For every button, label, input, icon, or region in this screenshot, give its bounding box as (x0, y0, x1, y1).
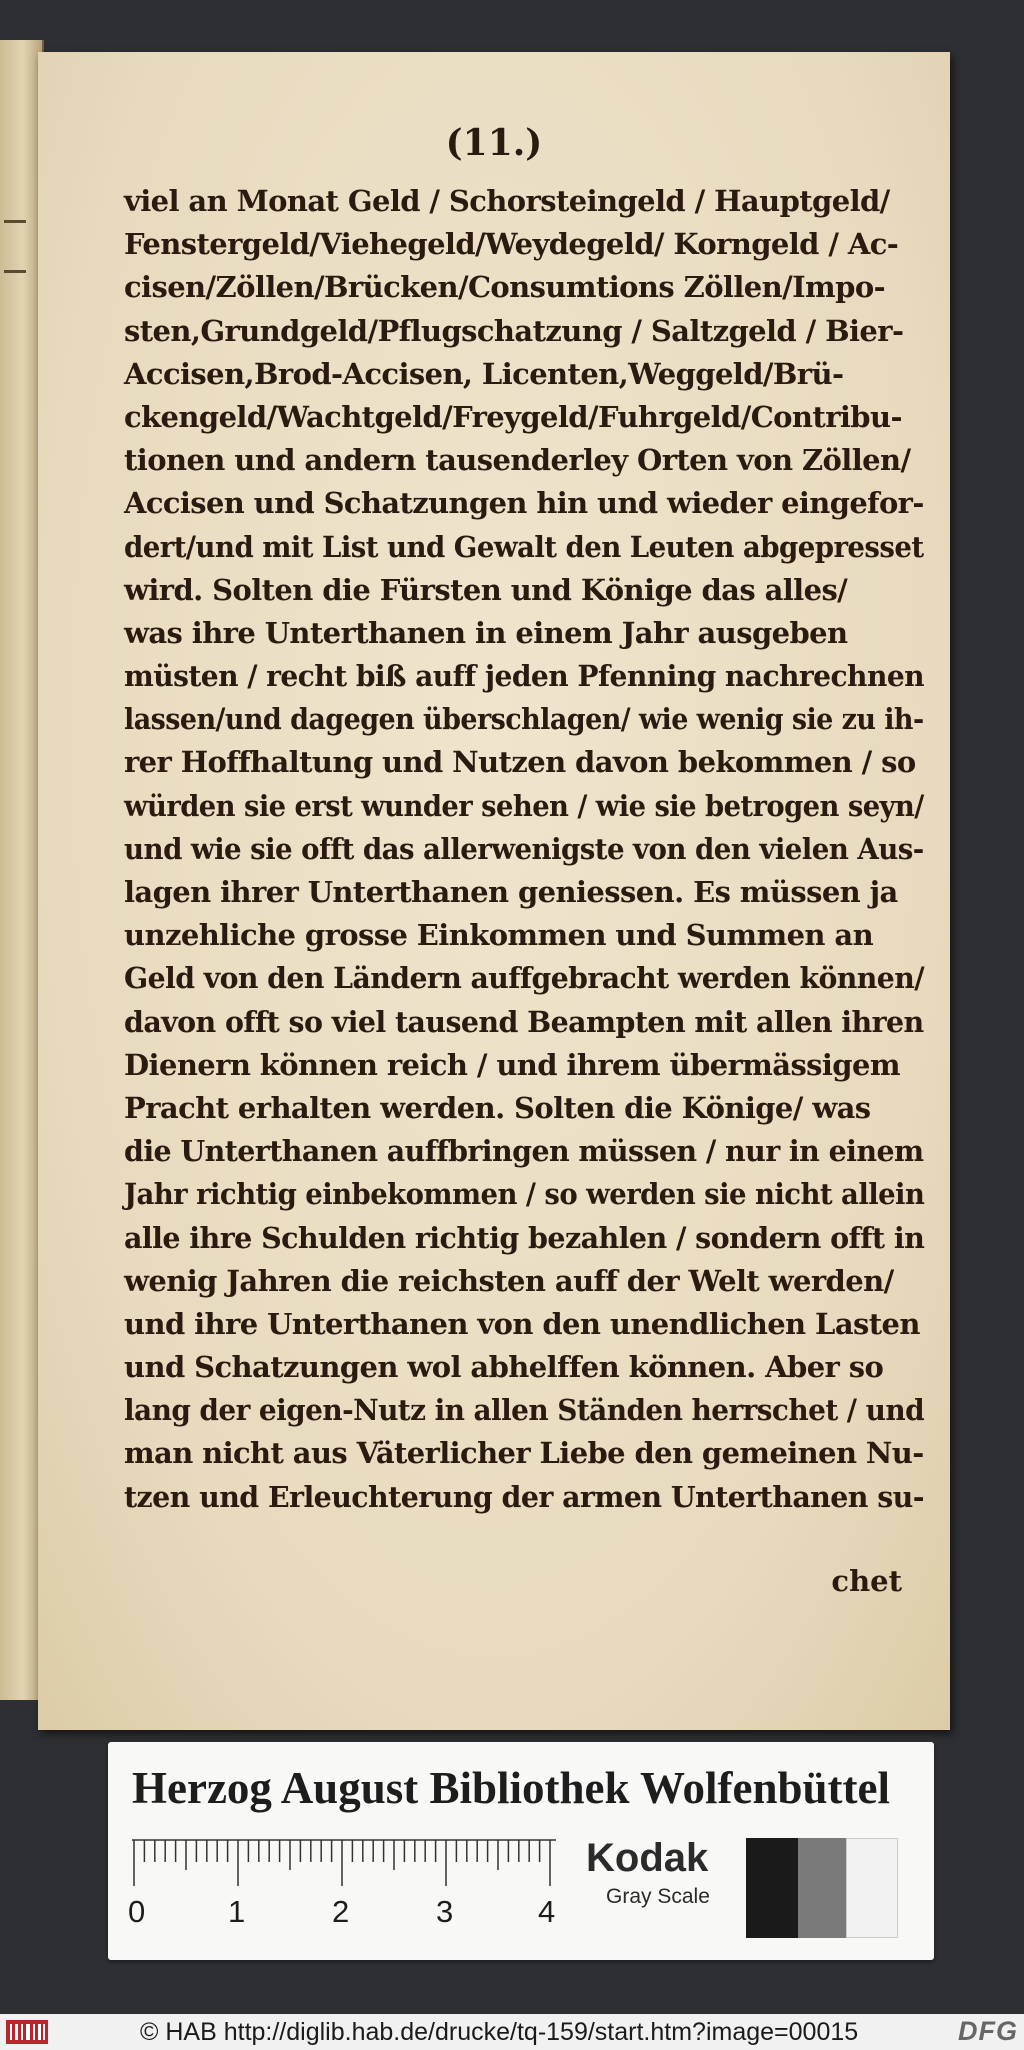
dfg-logo: DFG (958, 2016, 1018, 2046)
text-line: Fenstergeld/Viehegeld/Weydegeld/ Korngeld / Ac- (124, 227, 899, 262)
kodak-logo: Kodak (586, 1836, 709, 1880)
text-line: sten,Grundgeld/Pflugschatzung / Saltzgeld / Bier- (124, 313, 904, 348)
page-edge-mark (4, 220, 26, 223)
text-line: alle ihre Schulden richtig bezahlen / sondern offt in (124, 1220, 925, 1255)
text-line: Jahr richtig einbekommen / so werden sie nicht allein (124, 1177, 925, 1212)
text-line: unzehliche grosse Einkommen und Summen an (124, 918, 874, 953)
text-line: lassen/und dagegen überschlagen/ wie wenig sie zu ih- (124, 702, 924, 737)
text-line: die Unterthanen auffbringen müssen / nur in einem (124, 1134, 924, 1169)
page-edge-mark (4, 270, 26, 273)
text-line: würden sie erst wunder sehen / wie sie betrogen seyn/ (124, 788, 924, 823)
text-line: tzen und Erleuchterung der armen Unterthanen su- (124, 1479, 925, 1514)
footer-bar (0, 2014, 1024, 2050)
gray-patch-light (846, 1838, 898, 1938)
text-line: Pracht erhalten werden. Solten die Könige/ was (124, 1090, 871, 1125)
color-reference-card (108, 1742, 934, 1960)
text-line: man nicht aus Väterlicher Liebe den gemeinen Nu- (124, 1436, 924, 1471)
page-text (124, 180, 924, 1519)
ruler-label: 4 (538, 1894, 556, 1929)
gray-patch-mid (798, 1838, 846, 1938)
gray-patch-dark (746, 1838, 798, 1938)
text-line: lang der eigen-Nutz in allen Ständen herrschet / und (124, 1393, 925, 1428)
text-line: viel an Monat Geld / Schorsteingeld / Hauptgeld/ (124, 184, 890, 218)
text-line: was ihre Unterthanen in einem Jahr ausgeben (124, 615, 848, 650)
library-name: Herzog August Bibliothek Wolfenbüttel (132, 1763, 890, 1813)
barcode-logo-icon (6, 2020, 48, 2044)
text-line: Dienern können reich / und ihrem übermässigem (124, 1047, 900, 1082)
text-line: davon offt so viel tausend Beampten mit allen ihren (124, 1004, 924, 1039)
page-number: (11.) (445, 122, 543, 164)
text-line: lagen ihrer Unterthanen geniessen. Es müssen ja (124, 875, 898, 909)
text-line: Geld von den Ländern auffgebracht werden können/ (124, 961, 925, 996)
text-line: dert/und mit List und Gewalt den Leuten abgepresset (124, 529, 924, 564)
text-line: müsten / recht biß auff jeden Pfenning nachrechnen (124, 659, 925, 694)
ruler-label: 0 (128, 1894, 146, 1929)
text-line: ckengeld/Wachtgeld/Freygeld/Fuhrgeld/Contribu- (124, 399, 902, 434)
text-line: und Schatzungen wol abhelffen können. Aber so (124, 1350, 884, 1385)
text-line: und ihre Unterthanen von den unendlichen Lasten (124, 1306, 920, 1341)
scale-ruler (128, 1832, 562, 1952)
catchword: chet (831, 1564, 902, 1598)
text-line: und wie sie offt das allerwenigste von den vielen Aus- (124, 831, 924, 866)
text-line: Accisen,Brod-Accisen, Licenten,Weggeld/Brü- (124, 356, 844, 391)
text-line: wenig Jahren die reichsten auff der Welt werden/ (124, 1263, 894, 1298)
ruler-label: 3 (436, 1894, 454, 1929)
book-page (38, 52, 950, 1730)
ruler-label: 1 (228, 1894, 246, 1929)
ruler-label: 2 (332, 1894, 350, 1929)
text-line: rer Hoffhaltung und Nutzen davon bekommen / so (124, 745, 916, 780)
text-line: cisen/Zöllen/Brücken/Consumtions Zöllen/Impo- (124, 270, 885, 305)
text-line: Accisen und Schatzungen hin und wieder eingefor- (124, 486, 924, 521)
text-line: wird. Solten die Fürsten und Könige das alles/ (124, 572, 848, 607)
footer-url[interactable]: © HAB http://diglib.hab.de/drucke/tq-159/start.htm?image=00015 (140, 2018, 859, 2046)
gray-scale-label: Gray Scale (606, 1885, 710, 1908)
text-line: tionen und andern tausenderley Orten von Zöllen/ (124, 443, 911, 478)
ruler-ticks-icon (132, 1832, 562, 1902)
